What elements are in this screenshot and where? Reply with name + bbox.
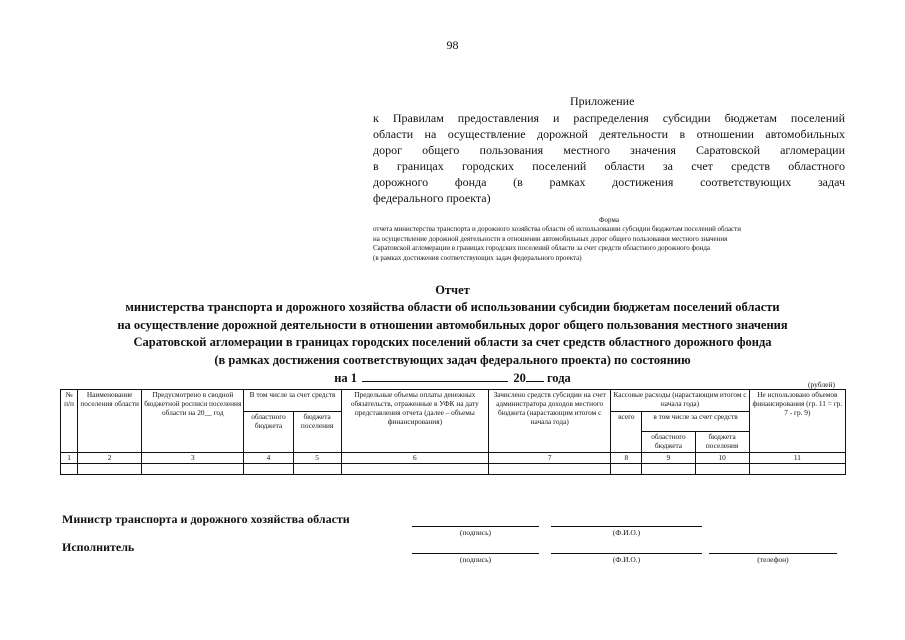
form-caption-line: Саратовской агломерации в границах городских поселений области за счет средств областного дорожного фонда [373,244,710,252]
header-num: № п/п [61,390,78,453]
column-number: 7 [489,453,611,464]
appendix-line: в границах городских поселений области за счет средств областного [373,159,845,173]
header-unused: Не использовано объемов финансирования (гр. 11 = гр. 7 - гр. 9) [749,390,845,453]
minister-name-caption: (Ф.И.О.) [612,528,641,537]
column-number: 2 [78,453,142,464]
table-cell [642,464,695,475]
header-credited: Зачислено средств субсидии на счет администратора доходов местного бюджета (нарастающим итогом с начала года) [489,390,611,453]
column-number: 10 [695,453,749,464]
executor-signature-line [412,553,539,554]
form-caption-text [373,225,845,263]
form-caption-line: на осуществление дорожной деятельности в отношении автомобильных дорог общего пользования местного значения [373,234,728,243]
executor-name-caption: (Ф.И.О.) [612,555,641,564]
column-number: 4 [244,453,293,464]
appendix-title: Приложение [570,94,635,108]
executor-signature-caption: (подпись) [459,555,492,564]
header-cash-settlement: бюджета поселения [695,432,749,453]
header-cash: Кассовые расходы (нарастающим итогом с начала года) [611,390,749,412]
unit-label: (рублей) [808,380,836,389]
header-incl-settlement: бюджета поселения [293,412,341,453]
page-number: 98 [446,38,459,52]
table-cell [341,464,488,475]
table-cell [489,464,611,475]
executor-phone-caption: (телефон) [757,555,789,564]
appendix-line: федерального проекта) [373,191,491,205]
report-date-prefix: на 1 [334,371,358,385]
header-limits: Предельные объемы оплаты денежных обязательств, отраженные в УФК на дату представления отчета (далее – объемы финансирования) [341,390,488,453]
appendix-line: дорог общего пользования местного значения Саратовской агломерации [373,143,845,157]
table-cell [293,464,341,475]
minister-signature-caption: (подпись) [459,528,492,537]
table-cell [749,464,845,475]
report-date-year: 20 [513,371,526,385]
minister-label: Министр транспорта и дорожного хозяйства области [62,512,350,526]
form-caption-title: Форма [599,216,619,224]
report-line: (в рамках достижения соответствующих задач федерального проекта) по состоянию [214,352,691,367]
appendix-text [373,110,845,206]
report-title: Отчет [435,283,470,297]
form-caption-line: отчета министерства транспорта и дорожного хозяйства области об использовании субсидии бюджетам поселений области [373,225,741,233]
empty-data-row [61,464,846,475]
executor-label: Исполнитель [62,540,135,554]
header-planned: Предусмотрено в сводной бюджетной росписи поселения области на 20__ год [142,390,244,453]
minister-name-line [551,526,702,527]
column-number: 8 [611,453,642,464]
header-name: Наименование поселения области [78,390,142,453]
table-cell [244,464,293,475]
report-heading [0,299,905,369]
appendix-line: области на осуществление дорожной деятельности в отношении автомобильных [373,127,845,141]
header-cash-regional: областного бюджета [642,432,695,453]
header-cash-total: всего [611,412,642,453]
report-date-blank [362,370,508,382]
form-caption-line: (в рамках достижения соответствующих задач федерального проекта) [373,253,582,262]
header-incl: В том числе за счет средств [244,390,341,412]
appendix-line: к Правилам предоставления и распределения субсидии бюджетам поселений [373,111,845,125]
table-cell [611,464,642,475]
report-line: Саратовской агломерации в границах городских поселений области за счет средств областного дорожного фонда [133,335,772,349]
column-number: 9 [642,453,695,464]
header-incl-regional: областного бюджета [244,412,293,453]
executor-phone-line [709,553,837,554]
column-number: 3 [142,453,244,464]
column-number: 6 [341,453,488,464]
column-number: 1 [61,453,78,464]
report-line: министерства транспорта и дорожного хозяйства области об использовании субсидии бюджетам поселений области [125,300,780,314]
table-cell [78,464,142,475]
header-cash-incl: в том числе за счет средств [642,412,749,432]
report-table [60,389,846,475]
report-date-suffix: года [546,371,571,385]
appendix-line: дорожного фонда (в рамках достижения соответствующих задач [373,175,845,189]
report-line: на осуществление дорожной деятельности в отношении автомобильных дорог общего пользования местного значения [117,317,788,332]
table-cell [695,464,749,475]
report-date [0,370,905,386]
column-number: 11 [749,453,845,464]
executor-name-line [551,553,702,554]
minister-signature-line [412,526,539,527]
table-cell [61,464,78,475]
table-cell [142,464,244,475]
column-number: 5 [293,453,341,464]
report-year-blank [526,370,544,382]
